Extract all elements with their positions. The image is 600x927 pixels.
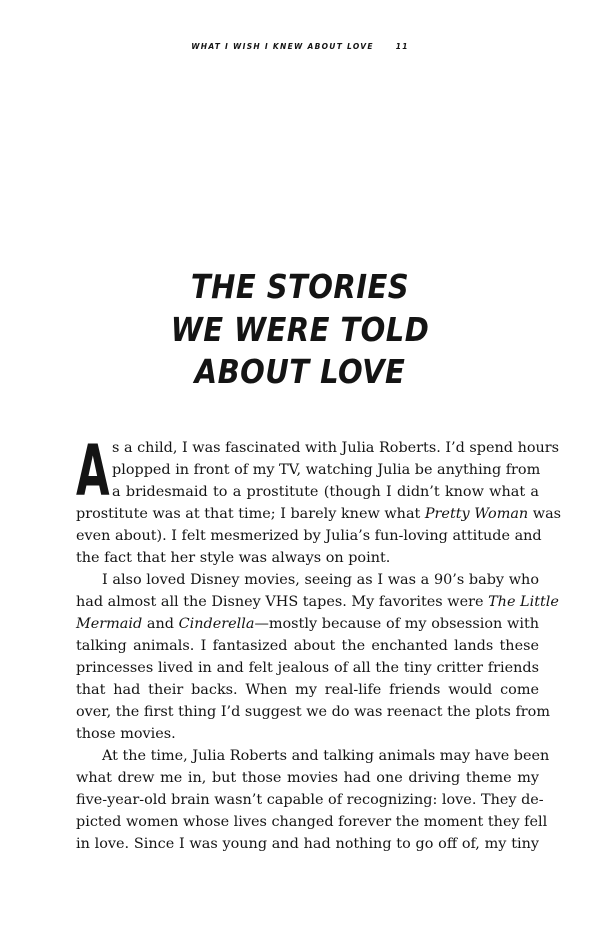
text-run: —mostly because of my obsession with (254, 616, 539, 632)
text-line: plopped in front of my TV, watching Julia be anything from (112, 462, 541, 478)
chapter-title (0, 266, 600, 394)
text-line (76, 613, 539, 635)
text-line: in love. Since I was young and had nothing to go off of, my tiny (76, 836, 539, 852)
text-line: princesses lived in and felt jealous of all the tiny critter friends (76, 660, 539, 676)
text-line: At the time, Julia Roberts and talking animals may have been (102, 748, 550, 764)
text-line: s a child, I was fascinated with Julia Roberts. I’d spend hours (112, 440, 560, 456)
text-run: was (528, 506, 562, 522)
text-line: the fact that her style was always on point. (76, 550, 391, 566)
text-line: picted women whose lives changed forever the moment they fell (76, 814, 548, 830)
text-line: I also loved Disney movies, seeing as I was a 90’s baby who (102, 572, 539, 588)
text-run: and (142, 616, 179, 632)
text-line: five-year-old brain wasn’t capable of recognizing: love. They de- (76, 792, 544, 808)
text-line: those movies. (76, 726, 176, 742)
text-run: prostitute was at that time; I barely knew what (76, 506, 425, 522)
movie-title-italic: The Little (488, 594, 559, 610)
movie-title-italic: Mermaid (76, 616, 143, 632)
chapter-title-line-3: ABOUT LOVE (194, 352, 406, 391)
running-title: WHAT I WISH I KNEW ABOUT LOVE (191, 42, 374, 51)
text-line: talking animals. I fantasized about the enchanted lands these (76, 638, 539, 654)
running-header (0, 42, 600, 51)
text-line (76, 591, 559, 613)
text-line: what drew me in, but those movies had one driving theme my (76, 770, 539, 786)
text-line: over, the first thing I’d suggest we do was reenact the plots from (76, 704, 550, 720)
paragraph-3 (76, 745, 550, 855)
movie-title-italic: Cinderella (178, 616, 255, 632)
paragraph-1 (76, 430, 562, 569)
chapter-title-line-2: WE WERE TOLD (170, 309, 430, 349)
body-text (76, 430, 562, 855)
text-line: a bridesmaid to a prostitute (though I didn’t know what a (112, 484, 539, 500)
book-title-italic: Pretty Woman (424, 506, 529, 522)
text-line: even about). I felt mesmerized by Julia’s fun-loving attitude and (76, 528, 542, 544)
paragraph-2 (76, 569, 559, 745)
chapter-title-line-1: THE STORIES (190, 267, 410, 306)
drop-cap: A (76, 430, 110, 512)
text-line: that had their backs. When my real-life friends would come (76, 682, 539, 698)
page-number: 11 (395, 42, 409, 51)
text-run: had almost all the Disney VHS tapes. My favorites were (76, 594, 489, 610)
text-line (76, 503, 562, 525)
